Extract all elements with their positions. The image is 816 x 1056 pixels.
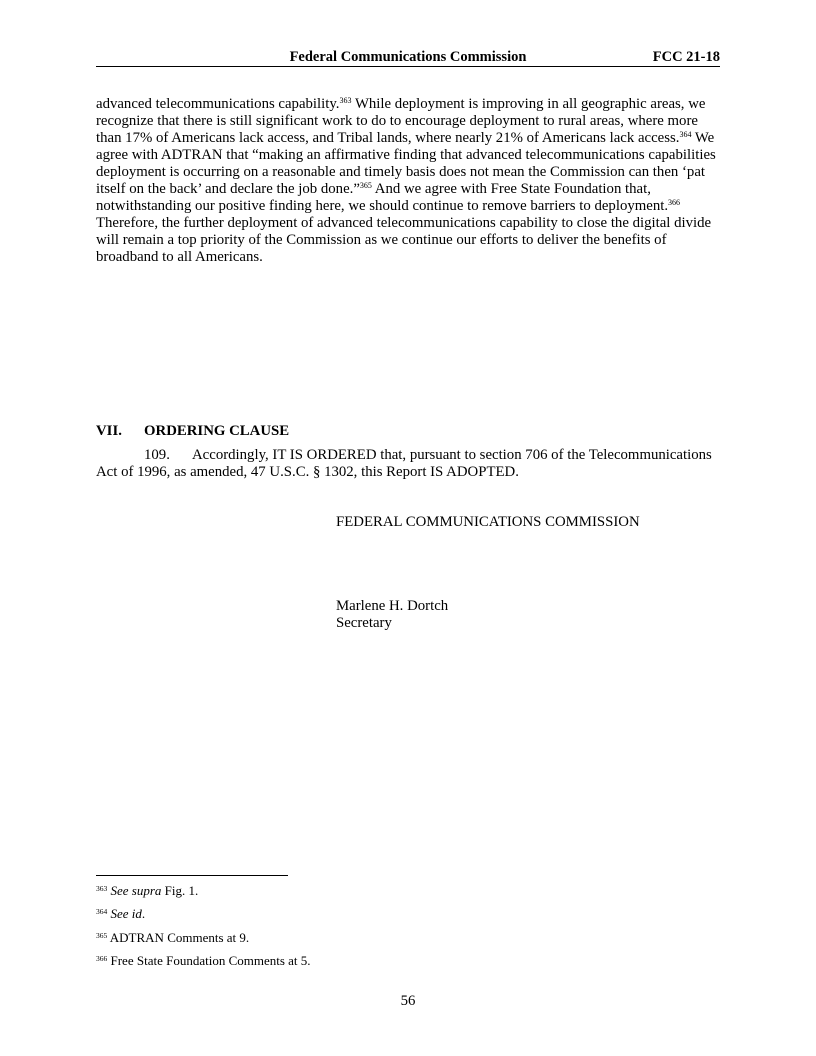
body-text: And we agree with Free State Foundation that, notwithstanding our positive finding here, we should continue to remove barriers to deployment.: [96, 181, 669, 214]
footnote-ref-365[interactable]: 365: [359, 181, 372, 190]
footnote-365: [96, 930, 249, 946]
body-text: We agree with ADTRAN that “making an affirmative finding that advanced telecommunications capabilities deployment is occurring on a reasonable and timely basis does not mean the Commission can then ‘pat itself on the back’ and declare the job done.”: [96, 130, 716, 197]
footnote-text: .: [141, 906, 146, 921]
footnote-signal: See id: [110, 906, 142, 921]
signature-agency: FEDERAL COMMUNICATIONS COMMISSION: [336, 514, 640, 530]
footnote-text: ADTRAN Comments at 9.: [107, 930, 250, 945]
signature-name: Marlene H. Dortch: [336, 598, 449, 614]
paragraph-number: 109.: [144, 447, 170, 463]
footnote-signal: See supra: [110, 883, 162, 898]
ordering-text: Accordingly, IT IS ORDERED that, pursuant to section 706 of the Telecommunications Act of 1996, as amended, 47 U.S.C. § 1302, this Report IS ADOPTED.: [96, 447, 712, 480]
footnote-ref-366[interactable]: 366: [668, 198, 681, 207]
footnote-ref-364[interactable]: 364: [679, 130, 692, 139]
footnote-ref-363[interactable]: 363: [339, 96, 352, 105]
header-title: Federal Communications Commission: [289, 49, 527, 65]
section-title: ORDERING CLAUSE: [144, 423, 290, 439]
footnote-number: 366: [96, 954, 108, 963]
body-paragraph: [96, 96, 720, 266]
footnote-separator: [96, 875, 288, 876]
footnote-366: [96, 953, 311, 969]
body-text: advanced telecommunications capability.: [96, 96, 340, 112]
section-number: VII.: [96, 423, 122, 439]
signature-title: Secretary: [336, 615, 392, 631]
footnote-363: [96, 883, 198, 899]
footnote-number: 365: [96, 931, 108, 940]
header-doc-number: FCC 21-18: [652, 49, 720, 65]
body-text: While deployment is improving in all geographic areas, we recognize that there is still significant work to do to encourage deployment to rural areas, where more than 17% of Americans lack access, and Tribal lands, where nearly 21% of Americans lack access.: [96, 96, 706, 146]
page-header: [96, 48, 720, 67]
footnote-number: 363: [96, 884, 108, 893]
section-heading: [96, 423, 289, 440]
footnote-364: [96, 906, 145, 922]
footnote-number: 364: [96, 907, 108, 916]
ordering-paragraph: [96, 447, 720, 481]
body-text: Therefore, the further deployment of advanced telecommunications capability to close the digital divide will remain a top priority of the Commission as we continue our efforts to deliver the benefits of broadband to all Americans.: [96, 215, 712, 265]
footnote-text: Fig. 1.: [161, 883, 199, 898]
page-number: 56: [400, 993, 416, 1009]
footnote-text: Free State Foundation Comments at 5.: [107, 953, 311, 968]
